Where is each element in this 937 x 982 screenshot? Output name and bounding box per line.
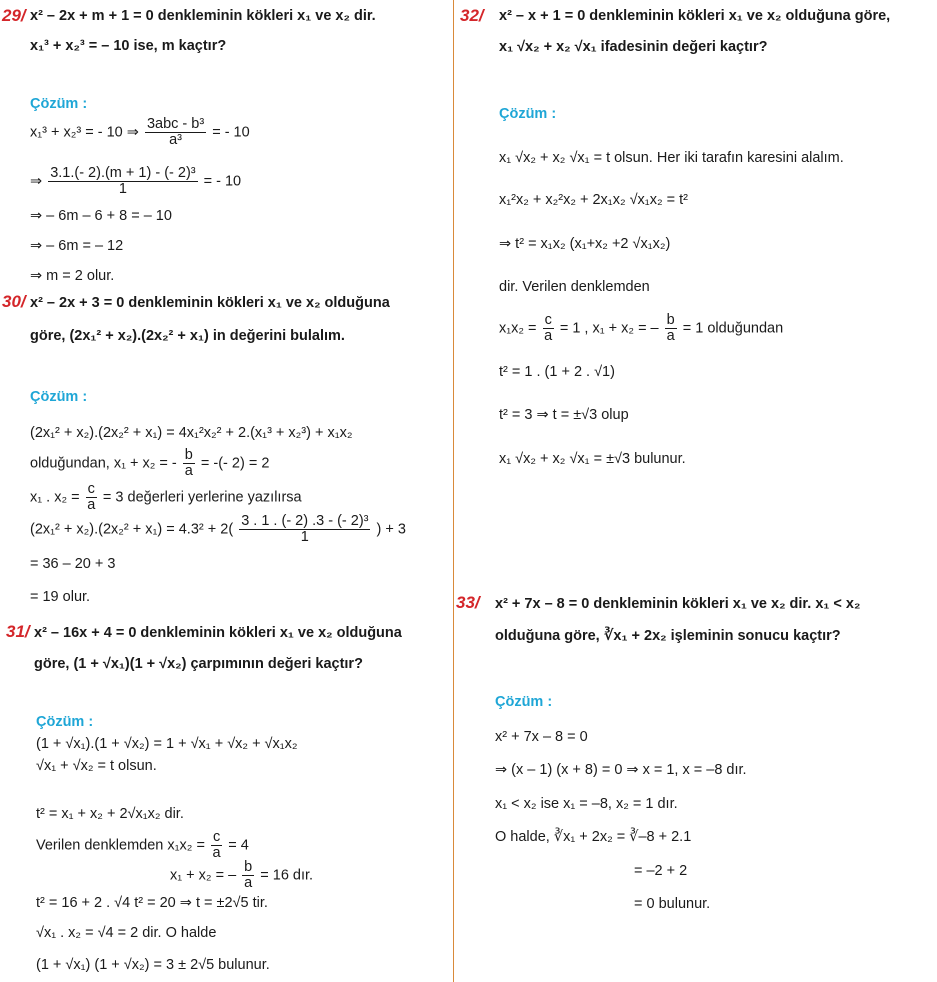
p30-s3-denominator: a	[87, 497, 96, 513]
problem-31-step-5	[170, 860, 313, 891]
problem-29-step-1	[30, 117, 250, 148]
problem-32-step-7: t² = 3 ⇒ t = ±√3 olup	[499, 407, 629, 423]
p29-s2-numerator: 3.1.(- 2).(m + 1) - (- 2)³	[50, 165, 196, 181]
p30-s4-fraction	[239, 514, 370, 545]
p31-s5-numerator: b	[244, 859, 253, 875]
p29-s2-right: = - 10	[203, 173, 242, 190]
problem-32-step-5	[499, 313, 783, 344]
p29-s2-fraction	[48, 166, 197, 197]
problem-31-number: 31/	[6, 622, 30, 641]
p29-s2-left: ⇒	[30, 173, 43, 190]
p29-s1-fraction	[145, 117, 206, 148]
p31-s5-left: x₁ + x₂ = –	[170, 867, 237, 884]
p30-s3-numerator: c	[87, 481, 95, 497]
problem-30-step-1: (2x₁² + x₂).(2x₂² + x₁) = 4x₁²x₂² + 2.(x₁³ + x₂³) + x₁x₂	[30, 425, 353, 441]
p32-s5-right: = 1 olduğundan	[682, 320, 784, 337]
problem-33-step-1: x² + 7x – 8 = 0	[495, 729, 588, 745]
p29-s2-denominator: 1	[118, 181, 127, 197]
problem-33-question-line-1: x² + 7x – 8 = 0 denkleminin kökleri x₁ ve x₂ dir. x₁ < x₂	[495, 596, 861, 612]
p32-s5-middle: = 1 , x₁ + x₂ = –	[559, 320, 659, 337]
problem-31-step-7: √x₁ . x₂ = √4 = 2 dir. O halde	[36, 925, 217, 941]
p30-s4-denominator: 1	[300, 529, 309, 545]
problem-29-step-3: ⇒ – 6m – 6 + 8 = – 10	[30, 208, 172, 224]
problem-31-question-line-2: göre, (1 + √x₁)(1 + √x₂) çarpımının değeri kaçtır?	[34, 656, 363, 672]
problem-33-step-3: x₁ < x₂ ise x₁ = –8, x₂ = 1 dır.	[495, 796, 678, 812]
p32-s5-fraction-2	[665, 313, 677, 344]
p31-s4-right: = 4	[228, 837, 249, 854]
problem-33-step-4: O halde, ∛x₁ + 2x₂ = ∛–8 + 2.1	[495, 829, 692, 845]
problem-30-step-3	[30, 482, 302, 513]
p32-s5-left: x₁x₂ =	[499, 320, 537, 337]
p32-s5-numerator-2: b	[666, 312, 675, 328]
p31-s5-denominator: a	[244, 875, 253, 891]
problem-29-step-4: ⇒ – 6m = – 12	[30, 238, 124, 254]
p32-s5-denominator-1: a	[544, 328, 553, 344]
problem-29-number: 29/	[2, 6, 26, 25]
problem-33-step-2: ⇒ (x – 1) (x + 8) = 0 ⇒ x = 1, x = –8 dır.	[495, 762, 747, 778]
p31-s5-right: = 16 dır.	[260, 867, 314, 884]
p30-s2-denominator: a	[184, 463, 193, 479]
p30-s3-right: = 3 değerleri yerlerine yazılırsa	[102, 489, 302, 506]
p29-s1-denominator: a³	[169, 132, 182, 148]
problem-31-solution-label: Çözüm :	[36, 714, 94, 730]
problem-32-step-3: ⇒ t² = x₁x₂ (x₁+x₂ +2 √x₁x₂)	[499, 236, 671, 252]
problem-32-number: 32/	[460, 6, 484, 25]
p31-s4-denominator: a	[212, 845, 221, 861]
problem-32-step-2: x₁²x₂ + x₂²x₂ + 2x₁x₂ √x₁x₂ = t²	[499, 192, 688, 208]
p30-s2-left: olduğundan, x₁ + x₂ = -	[30, 455, 177, 472]
p31-s4-numerator: c	[212, 829, 221, 845]
problem-33-number: 33/	[456, 593, 480, 612]
p31-s4-fraction	[211, 830, 222, 861]
problem-30-step-6: = 19 olur.	[30, 589, 91, 605]
problem-29-solution-label: Çözüm :	[30, 96, 88, 112]
p32-s5-numerator-1: c	[544, 312, 552, 328]
p29-s1-numerator: 3abc - b³	[146, 116, 205, 132]
p32-s5-fraction-1	[543, 313, 554, 344]
problem-30-step-2	[30, 448, 269, 479]
problem-32-step-4: dir. Verilen denklemden	[499, 279, 650, 295]
problem-33-solution-label: Çözüm :	[495, 694, 553, 710]
p30-s4-left: (2x₁² + x₂).(2x₂² + x₁) = 4.3² + 2(	[30, 521, 234, 538]
problem-30-step-5: = 36 – 20 + 3	[30, 556, 116, 572]
p29-s1-right: = - 10	[212, 124, 250, 141]
problem-31-step-6: t² = 16 + 2 . √4 t² = 20 ⇒ t = ±2√5 tir.	[36, 895, 268, 911]
problem-31-step-1: (1 + √x₁).(1 + √x₂) = 1 + √x₁ + √x₂ + √x₁x₂	[36, 736, 298, 752]
problem-33-step-6: = 0 bulunur.	[634, 896, 711, 912]
problem-31-step-3: t² = x₁ + x₂ + 2√x₁x₂ dir.	[36, 806, 184, 822]
p32-s5-denominator-2: a	[666, 328, 675, 344]
problem-30-question-line-2: göre, (2x₁² + x₂).(2x₂² + x₁) in değerini bulalım.	[30, 328, 345, 344]
problem-32-question-line-1: x² – x + 1 = 0 denkleminin kökleri x₁ ve x₂ olduğuna göre,	[499, 8, 891, 24]
p30-s4-right: ) + 3	[376, 521, 406, 538]
problem-31-step-4	[36, 830, 249, 861]
p29-s1-left: x₁³ + x₂³ = - 10 ⇒	[30, 124, 139, 141]
column-divider	[453, 0, 454, 982]
problem-29-step-2	[30, 166, 241, 197]
problem-30-solution-label: Çözüm :	[30, 389, 88, 405]
problem-30-number: 30/	[2, 292, 26, 311]
problem-32-step-8: x₁ √x₂ + x₂ √x₁ = ±√3 bulunur.	[499, 451, 686, 467]
problem-33-question-line-2: olduğuna göre, ∛x₁ + 2x₂ işleminin sonucu kaçtır?	[495, 628, 841, 644]
p31-s5-fraction	[242, 860, 254, 891]
problem-31-step-2: √x₁ + √x₂ = t olsun.	[36, 758, 157, 774]
problem-29-question-line-2: x₁³ + x₂³ = – 10 ise, m kaçtır?	[30, 38, 227, 54]
p30-s2-fraction	[183, 448, 195, 479]
problem-30-question-line-1: x² – 2x + 3 = 0 denkleminin kökleri x₁ ve x₂ olduğuna	[30, 295, 390, 311]
problem-32-step-1: x₁ √x₂ + x₂ √x₁ = t olsun. Her iki tarafın karesini alalım.	[499, 150, 844, 166]
p30-s2-right: = -(- 2) = 2	[200, 455, 270, 472]
p30-s3-left: x₁ . x₂ =	[30, 489, 80, 506]
problem-29-step-5: ⇒ m = 2 olur.	[30, 268, 115, 284]
problem-31-question-line-1: x² – 16x + 4 = 0 denkleminin kökleri x₁ ve x₂ olduğuna	[34, 625, 402, 641]
p30-s2-numerator: b	[184, 447, 193, 463]
problem-32-step-6: t² = 1 . (1 + 2 . √1)	[499, 364, 615, 380]
p30-s4-numerator: 3 . 1 . (- 2) .3 - (- 2)³	[241, 513, 369, 529]
problem-30-step-4	[30, 514, 406, 545]
problem-32-question-line-2: x₁ √x₂ + x₂ √x₁ ifadesinin değeri kaçtır?	[499, 39, 768, 55]
problem-31-step-8: (1 + √x₁) (1 + √x₂) = 3 ± 2√5 bulunur.	[36, 957, 270, 973]
problem-33-step-5: = –2 + 2	[634, 863, 688, 879]
problem-32-solution-label: Çözüm :	[499, 106, 557, 122]
p31-s4-left: Verilen denklemden x₁x₂ =	[36, 837, 205, 854]
p30-s3-fraction	[86, 482, 97, 513]
problem-29-question-line-1: x² – 2x + m + 1 = 0 denkleminin kökleri x₁ ve x₂ dir.	[30, 8, 376, 24]
